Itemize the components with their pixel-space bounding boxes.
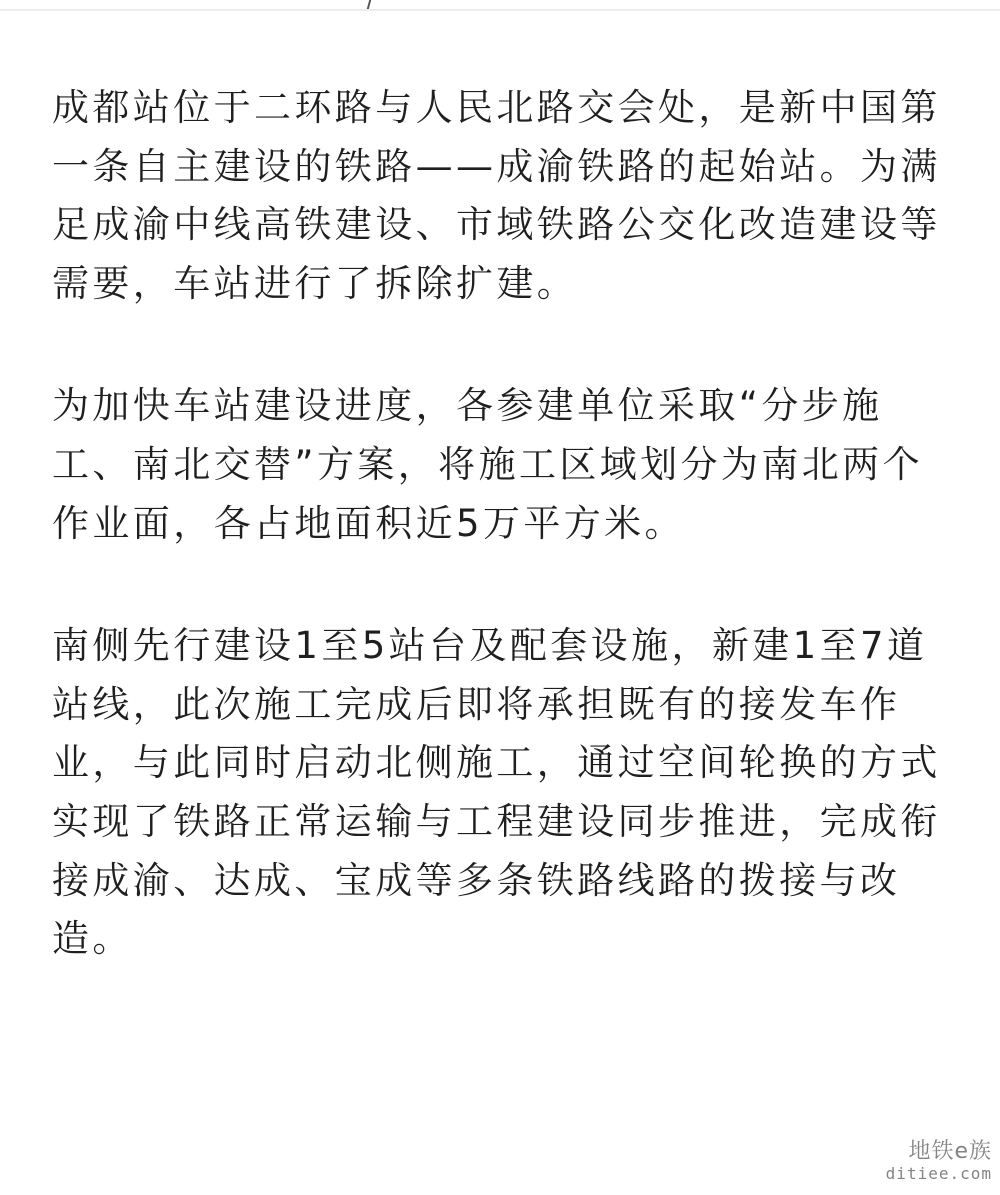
article-paragraph-3: 南侧先行建设1至5站台及配套设施，新建1至7道站线，此次施工完成后即将承担既有的接发车作业，与此同时启动北侧施工，通过空间轮换的方式实现了铁路正常运输与工程建设同步推进，完成衔接成渝、达成、宝成等多条铁路线路的拨接与改造。 xyxy=(52,624,941,961)
watermark-domain: ditiee.com xyxy=(885,1164,992,1183)
article-body xyxy=(52,79,952,969)
article-paragraph-2: 为加快车站建设进度，各参建单位采取“分步施工、南北交替”方案，将施工区域划分为南北两个作业面，各占地面积近5万平方米。 xyxy=(52,384,923,545)
watermark-name: 地铁e族 xyxy=(908,1139,992,1164)
cropped-text-fragment xyxy=(367,0,377,9)
article-paragraph-1: 成都站位于二环路与人民北路交会处，是新中国第一条自主建设的铁路——成渝铁路的起始站。为满足成渝中线高铁建设、市域铁路公交化改造建设等需要，车站进行了拆除扩建。 xyxy=(52,86,941,305)
top-divider xyxy=(0,9,1000,11)
site-watermark xyxy=(874,1139,992,1183)
